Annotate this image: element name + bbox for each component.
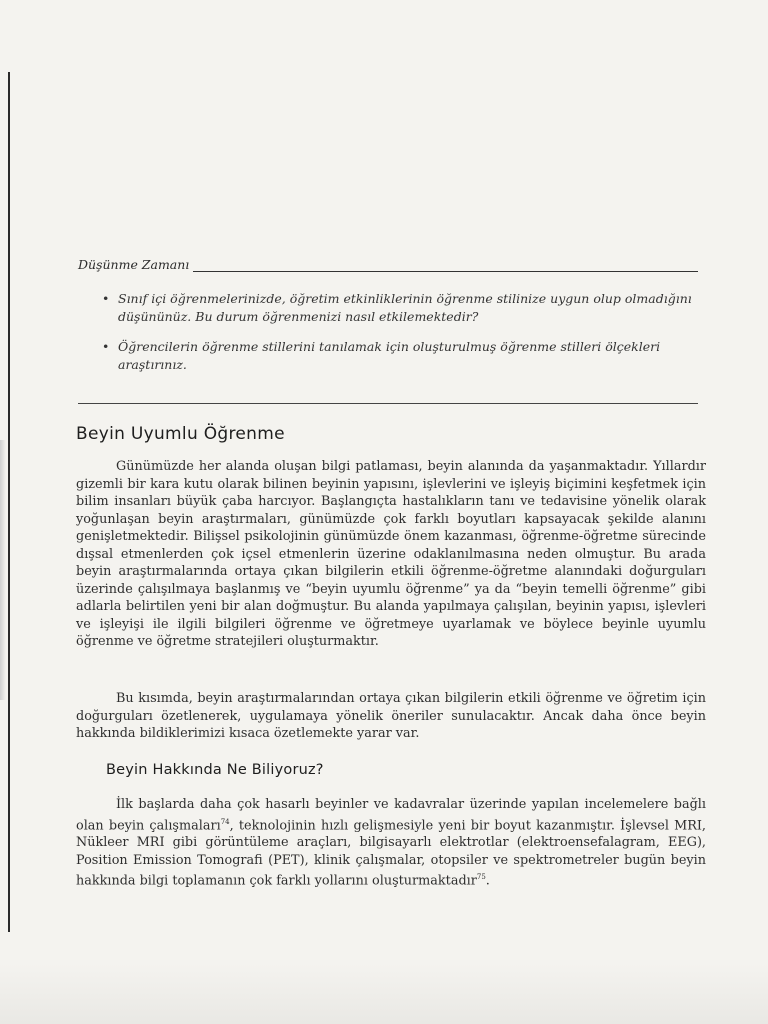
- page-binding-edge: [8, 72, 10, 932]
- paragraph-text: İlk başlarda daha çok hasarlı beyinler ve kadavralar üzerinde yapılan incelemelere bağlı olan beyin çalışmaları: [76, 797, 706, 833]
- think-box-list: [78, 290, 698, 374]
- paragraph-text: , teknolojinin hızlı gelişmesiyle yeni bir boyut kazanmıştır. İşlevsel MRI, Nükleer MRI gibi görüntüleme araçları, bilgisayarlı elektrotlar (elektroensefalagram, EEG), Position Emission Tomografi (PET), klinik çalışmalar, otopsiler ve spektrometreler bugün beyin hakkında bilgi toplamanın çok farklı yollarını oluşturmaktadır: [76, 817, 706, 889]
- scan-shadow: [0, 440, 6, 700]
- think-box-bottom-rule: [78, 403, 698, 404]
- body-paragraph: Günümüzde her alanda oluşan bilgi patlaması, beyin alanında da yaşanmaktadır. Yıllardır gizemli bir kara kutu olarak bilinen beyinin yapısını, işlevlerini ve işleyiş biçimini keşfetmek için bilim insanları büyük çaba harcıyor. Başlangıçta hastalıkların tanı ve tedavisine yönelik olarak yoğunlaşan beyin araştırmaları, günümüzde çok farklı boyutları kapsayacak şekilde alanını genişletmektedir. Bilişsel psikolojinin günümüzde önem kazanması, öğrenme-öğretme sürecinde dışsal etmenlerden çok içsel etmenlerin üzerine odaklanılmasına neden olmuştur. Bu arada beyin araştırmalarında ortaya çıkan bilgilerin etkili öğrenme-öğretme alanındaki doğurguları üzerinde çalışılmaya başlanmış ve “beyin uyumlu öğrenme” ya da “beyin temelli öğrenme” gibi adlarla belirtilen yeni bir alan doğmuştur. Bu alanda yapılmaya çalışılan, beyinin yapısı, işlevleri ve işleyişi ile ilgili bilgileri öğrenme ve öğretmeye uyarlamak ve böylece beyinle uyumlu öğrenme ve öğretme stratejileri oluşturmaktır.: [76, 459, 706, 649]
- subsection-heading: Beyin Hakkında Ne Biliyoruz?: [106, 762, 324, 778]
- think-box-item: • Sınıf içi öğrenmelerinizde, öğretim etkinliklerinin öğrenme stilinize uygun olup olmadığını düşününüz. Bu durum öğrenmenizi nasıl etkilemektedir?: [102, 290, 698, 326]
- think-box-title-rule: [193, 261, 698, 272]
- footnote-reference: 74: [220, 817, 230, 826]
- body-paragraph: Bu kısımda, beyin araştırmalarından ortaya çıkan bilgilerin etkili öğrenme ve öğretim için doğurguları özetlenerek, uygulamaya yönelik öneriler sunulacaktır. Ancak daha önce beyin hakkında bildiklerimizi kısaca özetlemekte yarar var.: [76, 691, 706, 741]
- footnote-reference: 75: [476, 873, 486, 882]
- scan-bottom-shade: [0, 964, 768, 1024]
- section-heading: Beyin Uyumlu Öğrenme: [76, 424, 285, 444]
- think-box: [78, 257, 698, 386]
- think-box-title: Düşünme Zamanı: [78, 257, 190, 272]
- think-box-item: • Öğrencilerin öğrenme stillerini tanılamak için oluşturulmuş öğrenme stilleri ölçekleri araştırınız.: [102, 338, 698, 374]
- think-box-title-row: [78, 257, 698, 272]
- paragraph-text: .: [485, 873, 490, 889]
- body-paragraph: [76, 796, 706, 890]
